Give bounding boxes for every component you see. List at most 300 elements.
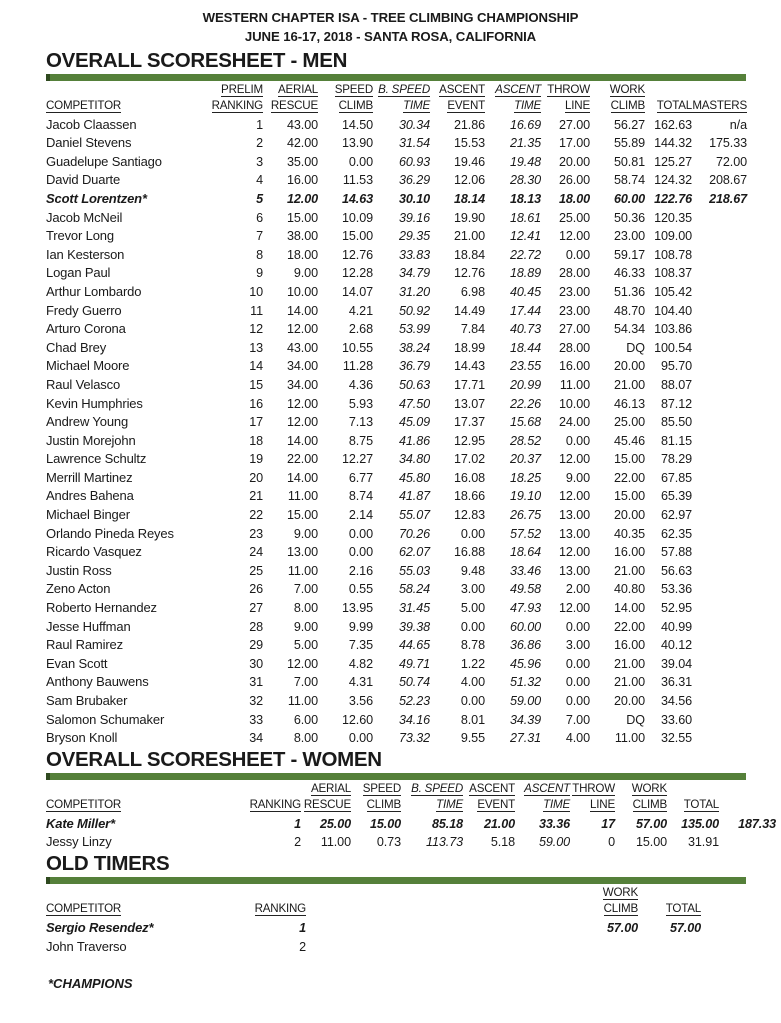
competitor-name: Anthony Bauwens xyxy=(46,674,149,690)
cell-total: 57.00 xyxy=(669,920,701,935)
cell-bspeed-time: 30.34 xyxy=(398,117,430,132)
col-ranking-women xyxy=(226,796,301,812)
cell-bspeed-time: 47.50 xyxy=(398,396,430,411)
cell-total: 87.12 xyxy=(660,396,692,411)
cell-ranking: 14 xyxy=(249,359,263,374)
cell-work-climb: 55.89 xyxy=(613,136,645,151)
cell-ranking: 1 xyxy=(294,816,301,831)
col-work-climb xyxy=(590,97,645,113)
cell-throw-line: 12.00 xyxy=(558,229,590,244)
cell-throw-line: 0.00 xyxy=(565,433,590,448)
competitor-name: David Duarte xyxy=(46,172,121,188)
cell-aerial-rescue: 9.00 xyxy=(293,619,318,634)
cell-work-climb xyxy=(566,935,638,954)
col-top-work xyxy=(590,81,645,97)
col-top-gap-oldtimers xyxy=(306,884,566,900)
cell-total: 125.27 xyxy=(654,154,692,169)
col-top-ranking-women xyxy=(226,780,301,796)
table-header-oldtimers xyxy=(46,884,701,916)
cell-ascent-time: 59.00 xyxy=(509,694,541,708)
cell-ascent-event: 13.07 xyxy=(453,396,485,411)
cell-throw-line: 23.00 xyxy=(558,284,590,299)
cell-total: 62.97 xyxy=(660,508,692,523)
cell-ranking: 1 xyxy=(256,117,263,132)
cell-speed-climb: 0.73 xyxy=(376,835,401,850)
cell-total: 162.63 xyxy=(654,117,692,132)
cell-masters xyxy=(692,225,747,244)
cell-throw-line: 12.00 xyxy=(558,452,590,467)
cell-speed-climb: 7.35 xyxy=(348,638,373,653)
col-bspeed-time-women-label: TIME xyxy=(436,798,463,812)
cell-ascent-time: 17.44 xyxy=(509,303,541,318)
cell-ascent-event: 18.14 xyxy=(453,191,485,206)
cell-aerial-rescue: 7.00 xyxy=(293,582,318,597)
cell-ranking: 2 xyxy=(256,136,263,151)
col-ascent-event-women xyxy=(463,796,515,812)
cell-speed-climb: 12.76 xyxy=(341,247,373,262)
cell-ranking: 28 xyxy=(249,619,263,634)
cell-throw-line: 11.00 xyxy=(559,377,590,392)
col-top-bspeed xyxy=(373,81,430,97)
document-header xyxy=(0,0,781,46)
col-top-work-women-label: WORK xyxy=(631,782,667,796)
cell-aerial-rescue: 5.00 xyxy=(293,638,318,653)
table-row xyxy=(46,689,747,708)
cell-masters xyxy=(692,206,747,225)
competitor-name: Evan Scott xyxy=(46,655,108,671)
cell-bspeed-time: 38.24 xyxy=(398,340,430,355)
col-throw-line-women xyxy=(570,796,615,812)
cell-work-climb: 16.00 xyxy=(613,638,645,653)
cell-ranking: 19 xyxy=(249,452,263,467)
col-top-speed-label: SPEED xyxy=(334,83,373,96)
cell-aerial-rescue: 6.00 xyxy=(293,712,318,727)
cell-speed-climb: 12.60 xyxy=(341,712,373,727)
cell-total: 88.07 xyxy=(660,377,692,392)
competitor-name: Arthur Lombardo xyxy=(46,283,142,299)
cell-aerial-rescue: 43.00 xyxy=(286,117,318,132)
cell-work-climb: DQ xyxy=(626,712,645,727)
cell-speed-climb: 0.00 xyxy=(348,545,373,560)
cell-speed-climb: 0.55 xyxy=(348,582,373,597)
col-top-competitor-women xyxy=(46,780,226,796)
cell-masters: n/a xyxy=(729,117,747,132)
col-top-ascent-event xyxy=(430,81,485,97)
col-total-women-label: TOTAL xyxy=(683,798,719,812)
col-ranking xyxy=(206,97,263,113)
cell-ascent-event: 5.00 xyxy=(460,601,485,616)
cell-ascent-time: 47.93 xyxy=(509,601,541,616)
cell-aerial-rescue: 10.00 xyxy=(286,284,318,299)
cell-ranking: 29 xyxy=(249,638,263,653)
cell-aerial-rescue: 12.00 xyxy=(286,396,318,411)
cell-masters xyxy=(692,466,747,485)
cell-total: 135.00 xyxy=(681,816,719,831)
cell-masters xyxy=(719,831,776,850)
cell-work-climb: 21.00 xyxy=(613,675,645,690)
col-aerial-rescue xyxy=(263,97,318,113)
table-body-oldtimers xyxy=(46,916,701,953)
cell-bspeed-time: 73.32 xyxy=(398,731,430,746)
cell-total: 105.42 xyxy=(654,284,692,299)
cell-ascent-event: 17.02 xyxy=(453,452,485,467)
col-masters-label: MASTERS xyxy=(692,99,747,112)
col-top-ranking-oldtimers xyxy=(226,884,306,900)
table-row xyxy=(46,206,747,225)
table-header-women xyxy=(46,780,776,812)
cell-bspeed-time: 36.79 xyxy=(398,359,430,374)
cell-throw-line: 0.00 xyxy=(565,247,590,262)
col-top-work-label: WORK xyxy=(609,83,645,96)
cell-ascent-event: 16.08 xyxy=(453,470,485,485)
cell-ranking: 8 xyxy=(256,247,263,262)
table-row xyxy=(46,392,747,411)
cell-speed-climb: 9.99 xyxy=(348,619,373,634)
competitor-name: Zeno Acton xyxy=(46,581,111,597)
cell-throw-line: 27.00 xyxy=(558,322,590,337)
cell-total: 57.88 xyxy=(660,545,692,560)
cell-ascent-event: 16.88 xyxy=(453,545,485,560)
cell-bspeed-time: 58.24 xyxy=(398,582,430,597)
cell-aerial-rescue: 8.00 xyxy=(293,601,318,616)
cell-masters xyxy=(692,596,747,615)
cell-masters xyxy=(692,615,747,634)
cell-total xyxy=(638,935,701,954)
cell-masters xyxy=(692,652,747,671)
table-row xyxy=(46,634,747,653)
table-body-women xyxy=(46,812,776,849)
cell-work-climb: 21.00 xyxy=(613,656,645,671)
cell-throw-line: 7.00 xyxy=(565,712,590,727)
cell-ascent-time: 18.44 xyxy=(509,340,541,355)
cell-ascent-event: 8.01 xyxy=(460,712,485,727)
col-competitor-oldtimers-label: COMPETITOR xyxy=(46,902,122,916)
cell-work-climb: 50.81 xyxy=(613,154,645,169)
cell-throw-line: 10.00 xyxy=(558,396,590,411)
cell-ascent-event: 21.00 xyxy=(453,229,485,244)
cell-aerial-rescue: 11.00 xyxy=(320,835,351,850)
col-top-throw xyxy=(541,81,590,97)
col-top-prelim xyxy=(206,81,263,97)
cell-total: 31.91 xyxy=(687,835,719,850)
cell-aerial-rescue: 16.00 xyxy=(286,173,318,188)
col-ascent-time-women xyxy=(515,796,570,812)
cell-total: 56.63 xyxy=(660,563,692,578)
cell-speed-climb: 10.09 xyxy=(341,210,373,225)
col-bspeed-time-label: TIME xyxy=(403,99,430,112)
cell-work-climb: 15.00 xyxy=(613,452,645,467)
cell-masters xyxy=(692,559,747,578)
cell-total: 36.31 xyxy=(660,675,692,690)
cell-ascent-time: 40.45 xyxy=(509,284,541,299)
cell-total: 39.04 xyxy=(660,656,692,671)
cell-ranking: 22 xyxy=(249,508,263,523)
competitor-name: Bryson Knoll xyxy=(46,730,118,746)
cell-speed-climb: 2.14 xyxy=(348,508,373,523)
col-ascent-event xyxy=(430,97,485,113)
cell-aerial-rescue: 11.00 xyxy=(287,563,318,578)
competitor-name: Justin Morejohn xyxy=(46,432,136,448)
cell-speed-climb: 13.95 xyxy=(341,601,373,616)
cell-masters xyxy=(692,280,747,299)
cell-masters xyxy=(692,373,747,392)
competitor-name: Kate Miller* xyxy=(46,815,116,831)
cell-masters xyxy=(692,336,747,355)
cell-aerial-rescue: 34.00 xyxy=(286,359,318,374)
col-total-women xyxy=(667,796,719,812)
competitor-name: Daniel Stevens xyxy=(46,135,132,151)
cell-bspeed-time: 33.83 xyxy=(398,247,430,262)
cell-throw-line: 17.00 xyxy=(558,136,590,151)
cell-bspeed-time: 30.10 xyxy=(398,191,430,206)
col-top-speed-women-label: SPEED xyxy=(362,782,401,796)
cell-total: 122.76 xyxy=(654,191,692,206)
cell-speed-climb: 4.31 xyxy=(348,675,373,690)
table-header-row-bottom xyxy=(46,97,747,113)
cell-ranking: 7 xyxy=(256,229,263,244)
section-title-women: OVERALL SCORESHEET - WOMEN xyxy=(46,748,382,772)
cell-work-climb: 50.36 xyxy=(613,210,645,225)
cell-total: 100.54 xyxy=(654,340,692,355)
cell-work-climb: 14.00 xyxy=(613,601,645,616)
col-throw-line-women-label: LINE xyxy=(590,798,615,812)
table-row xyxy=(46,541,747,560)
cell-work-climb: 21.00 xyxy=(613,563,645,578)
col-speed-climb xyxy=(318,97,373,113)
cell-aerial-rescue: 34.00 xyxy=(286,377,318,392)
cell-throw-line: 0.00 xyxy=(565,694,590,708)
cell-total: 109.00 xyxy=(654,229,692,244)
cell-bspeed-time: 31.45 xyxy=(398,601,430,616)
col-bspeed-time xyxy=(373,97,430,113)
col-top-speed xyxy=(318,81,373,97)
cell-total: 32.55 xyxy=(660,731,692,746)
cell-bspeed-time: 31.20 xyxy=(398,284,430,299)
cell-aerial-rescue: 18.00 xyxy=(286,247,318,262)
competitor-name: Roberto Hernandez xyxy=(46,600,157,616)
col-total-oldtimers xyxy=(638,900,701,916)
cell-total: 62.35 xyxy=(660,526,692,541)
competitor-name: Guadelupe Santiago xyxy=(46,153,162,169)
col-throw-line xyxy=(541,97,590,113)
cell-bspeed-time: 50.63 xyxy=(398,377,430,392)
competitor-name: Michael Binger xyxy=(46,507,130,523)
col-top-aerial-women-label: AERIAL xyxy=(310,782,351,796)
document-title-line-1: WESTERN CHAPTER ISA - TREE CLIMBING CHAMPIONSHIP xyxy=(202,10,579,25)
cell-total: 95.70 xyxy=(660,359,692,374)
cell-speed-climb: 11.53 xyxy=(342,173,373,188)
col-aerial-rescue-women xyxy=(301,796,351,812)
col-ranking-women-label: RANKING xyxy=(249,798,301,812)
cell-ascent-time: 45.96 xyxy=(509,656,541,671)
cell-ascent-time: 19.48 xyxy=(509,154,541,169)
section-divider-oldtimers xyxy=(46,877,746,884)
cell-ascent-time: 26.75 xyxy=(509,508,541,523)
cell-total: 40.99 xyxy=(660,619,692,634)
cell-speed-climb: 12.27 xyxy=(341,452,373,467)
cell-ranking: 10 xyxy=(249,284,263,299)
cell-spacer xyxy=(306,935,566,954)
cell-bspeed-time: 52.23 xyxy=(398,694,430,708)
cell-ascent-time: 18.61 xyxy=(509,210,541,225)
cell-work-climb: 48.70 xyxy=(613,303,645,318)
cell-throw-line: 0.00 xyxy=(565,656,590,671)
competitor-name: Ricardo Vasquez xyxy=(46,544,142,560)
cell-masters: 175.33 xyxy=(709,136,747,151)
table-row xyxy=(46,485,747,504)
cell-bspeed-time: 44.65 xyxy=(398,638,430,653)
cell-ascent-time: 19.10 xyxy=(509,489,541,504)
col-top-total-women xyxy=(667,780,719,796)
col-top-aerial-label: AERIAL xyxy=(277,83,318,96)
cell-aerial-rescue: 11.00 xyxy=(287,489,318,504)
cell-throw-line: 23.00 xyxy=(558,303,590,318)
cell-masters xyxy=(692,485,747,504)
col-work-climb-oldtimers-label: CLIMB xyxy=(603,902,638,916)
competitor-name: Jessy Linzy xyxy=(46,834,112,850)
cell-bspeed-time: 34.16 xyxy=(398,712,430,727)
table-row xyxy=(46,373,747,392)
cell-work-climb: 54.34 xyxy=(613,322,645,337)
col-masters-women xyxy=(719,796,776,812)
col-top-ascent-event-women-label: ASCENT xyxy=(469,782,515,796)
cell-throw-line: 24.00 xyxy=(558,415,590,430)
cell-ascent-time: 18.25 xyxy=(509,470,541,485)
table-header-row-bottom-oldtimers xyxy=(46,900,701,916)
cell-total: 40.12 xyxy=(660,638,692,653)
cell-ranking: 2 xyxy=(299,939,306,954)
cell-ranking: 20 xyxy=(249,470,263,485)
cell-masters xyxy=(692,634,747,653)
cell-ascent-event: 21.00 xyxy=(483,816,515,831)
table-row xyxy=(46,466,747,485)
cell-ascent-time: 33.36 xyxy=(538,816,570,831)
col-work-climb-women xyxy=(615,796,667,812)
cell-speed-climb: 3.56 xyxy=(348,694,373,708)
col-speed-climb-women xyxy=(351,796,401,812)
cell-total: 67.85 xyxy=(660,470,692,485)
competitor-name: Raul Velasco xyxy=(46,376,121,392)
cell-masters: 187.33 xyxy=(738,816,776,831)
cell-ascent-event: 0.00 xyxy=(460,694,485,708)
table-row xyxy=(46,262,747,281)
cell-ascent-time: 18.64 xyxy=(509,545,541,560)
cell-speed-climb: 15.00 xyxy=(369,816,401,831)
cell-ascent-event: 12.06 xyxy=(453,173,485,188)
cell-aerial-rescue: 42.00 xyxy=(286,136,318,151)
cell-ascent-event: 19.46 xyxy=(453,154,485,169)
cell-speed-climb: 8.74 xyxy=(348,489,373,504)
cell-speed-climb: 10.55 xyxy=(341,340,373,355)
cell-masters xyxy=(692,299,747,318)
col-ranking-label: RANKING xyxy=(211,99,263,112)
cell-ranking: 15 xyxy=(249,377,263,392)
cell-total: 78.29 xyxy=(660,452,692,467)
cell-spacer xyxy=(306,916,566,935)
table-row xyxy=(46,615,747,634)
cell-ranking: 2 xyxy=(294,835,301,850)
cell-ascent-event: 4.00 xyxy=(460,675,485,690)
cell-throw-line: 28.00 xyxy=(558,266,590,281)
table-row xyxy=(46,935,701,954)
cell-aerial-rescue: 7.00 xyxy=(293,675,318,690)
cell-throw-line: 9.00 xyxy=(565,470,590,485)
cell-work-climb: 56.27 xyxy=(613,117,645,132)
cell-speed-climb: 4.36 xyxy=(348,377,373,392)
col-speed-climb-women-label: CLIMB xyxy=(366,798,401,812)
cell-bspeed-time: 49.71 xyxy=(398,656,430,671)
cell-ascent-time: 12.41 xyxy=(509,229,541,244)
cell-masters xyxy=(692,262,747,281)
cell-aerial-rescue: 9.00 xyxy=(293,526,318,541)
competitor-name: Jacob McNeil xyxy=(46,209,123,225)
cell-ascent-time: 21.35 xyxy=(509,136,541,151)
cell-ranking: 6 xyxy=(256,210,263,225)
cell-aerial-rescue: 35.00 xyxy=(286,154,318,169)
table-body-men xyxy=(46,113,747,745)
table-row xyxy=(46,652,747,671)
col-competitor xyxy=(46,97,206,113)
cell-aerial-rescue: 38.00 xyxy=(286,229,318,244)
col-top-ascent-time-women xyxy=(515,780,570,796)
cell-throw-line: 20.00 xyxy=(558,154,590,169)
cell-speed-climb: 8.75 xyxy=(348,433,373,448)
col-ranking-oldtimers-label: RANKING xyxy=(254,902,306,916)
cell-ascent-time: 27.31 xyxy=(509,731,541,746)
cell-throw-line: 27.00 xyxy=(558,117,590,132)
cell-throw-line: 13.00 xyxy=(558,526,590,541)
col-work-climb-oldtimers xyxy=(566,900,638,916)
col-ascent-time-women-label: TIME xyxy=(543,798,570,812)
col-ranking-oldtimers xyxy=(226,900,306,916)
cell-speed-climb: 13.90 xyxy=(341,136,373,151)
cell-masters: 208.67 xyxy=(709,173,747,188)
cell-throw-line: 4.00 xyxy=(565,731,590,746)
cell-work-climb: 46.13 xyxy=(613,396,645,411)
cell-ranking: 23 xyxy=(249,526,263,541)
cell-total: 124.32 xyxy=(654,173,692,188)
cell-ranking: 5 xyxy=(256,191,263,206)
cell-ascent-time: 18.89 xyxy=(509,266,541,281)
cell-ranking: 11 xyxy=(250,303,263,318)
table-row xyxy=(46,503,747,522)
cell-ranking: 18 xyxy=(249,433,263,448)
cell-masters xyxy=(692,355,747,374)
section-title-oldtimers: OLD TIMERS xyxy=(46,852,170,876)
cell-work-climb: 22.00 xyxy=(613,619,645,634)
cell-aerial-rescue: 14.00 xyxy=(286,470,318,485)
competitor-name: Jesse Huffman xyxy=(46,618,131,634)
competitor-name: Fredy Guerro xyxy=(46,302,122,318)
cell-ascent-time: 20.99 xyxy=(509,377,541,392)
cell-work-climb: 40.35 xyxy=(613,526,645,541)
competitor-name: Andrew Young xyxy=(46,414,129,430)
cell-ascent-event: 6.98 xyxy=(460,284,485,299)
competitor-name: Andres Bahena xyxy=(46,488,134,504)
cell-ranking: 31 xyxy=(249,675,263,690)
table-row xyxy=(46,448,747,467)
table-row xyxy=(46,429,747,448)
cell-ascent-time: 51.32 xyxy=(509,675,541,690)
section-title-men: OVERALL SCORESHEET - MEN xyxy=(46,49,348,72)
cell-bspeed-time: 55.03 xyxy=(398,563,430,578)
cell-ascent-event: 7.84 xyxy=(460,322,485,337)
cell-ascent-event: 21.86 xyxy=(453,117,485,132)
cell-work-climb: 57.00 xyxy=(606,920,638,935)
cell-masters xyxy=(692,392,747,411)
col-competitor-oldtimers xyxy=(46,900,226,916)
cell-ranking: 27 xyxy=(249,601,263,616)
